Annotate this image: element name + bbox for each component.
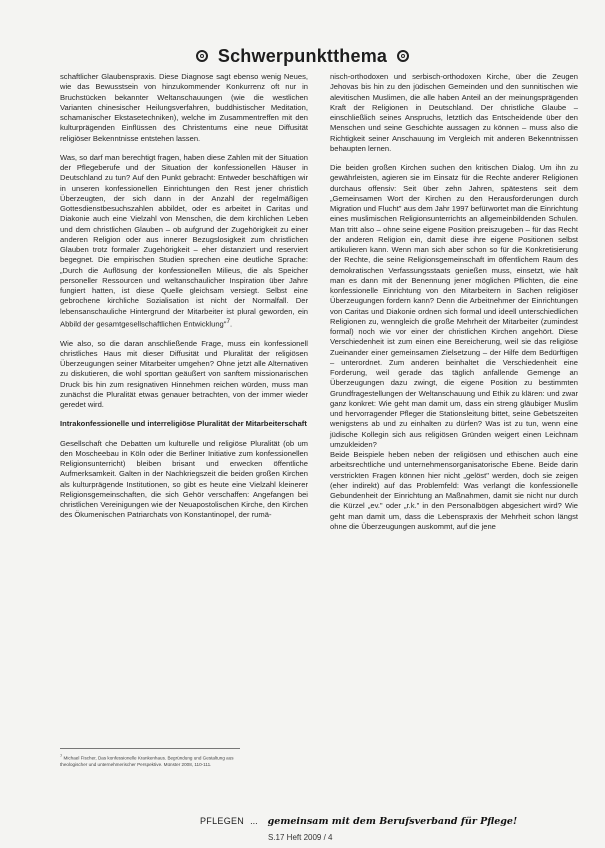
left-column xyxy=(60,72,308,521)
paragraph: Wie also, so die daran anschließende Frage, muss ein konfessionell christliches Haus mit dieser Diffusität und Pluralität der religiösen Überzeugungen seiner Mitarbeiter umgehen? Ohne jetzt alle Alternativen zu diskutieren, die wohl sporttan geäußert von sanftem missionarischen Druck bis hin zum resignativen Hinnehmen reichen würden, muss man zunächst die Pluralität etwas genauer betrachten, von der immer wieder geredet wird. xyxy=(60,338,308,410)
paragraph: Gesellschaft che Debatten um kulturelle und religiöse Pluralität (ob um den Moscheebau in Köln oder die Berliner Initiative zum konfessionellen Religionsunterricht) bleiben brisant und erwecken öffentliche Aufmerksamkeit. Galten in der Nachkriegszeit die beiden großen Kirchen als kulturprägende Institutionen, so gibt es heute eine Vielzahl kleinerer Religionsgemeinschaften, die sich Gehör verschaffen: Angefangen bei christlichen Vereinigungen wie der Neuapostolischen Kirche, den Kirchen des Ökumenischen Patriarchats von Konstantinopel, der rumä- xyxy=(60,438,308,520)
footer-ellipsis: ... xyxy=(250,816,258,826)
paragraph: Beide Beispiele heben neben der religiösen und ethischen auch eine arbeitsrechtliche und unternehmensorganisatorische Ebene. Beide darin verstrickten Fragen können hier nicht „gelöst" werden, doch sie zeigen (eher indirekt) auf das Problemfeld: Was verlangt die konfessionelle Gebundenheit der Einrichtung an Maßnahmen, damit sie nicht nur durch die Kürzel „ev." oder „r.k." in den Personalbögen abgesichert wird? Wie geht man damit um, dass die Lebenspraxis der Mehrheit schon längst ohne die Überzeugungen auskommt, auf die jene xyxy=(330,450,578,531)
paragraph-text: Was, so darf man berechtigt fragen, haben diese Zahlen mit der Situation der Pflegeberufe und der Situation der konfessionellen Häuser in Deutschland zu tun? Auf den Punkt gebracht: Entweder beschäftigen wir in unseren konfessionellen Einrichtungen den Rest jener christlich Überzeugten, der sich dann in der Anzahl der regelmäßigen Gottesdienstbesuchszahlen abbildet, oder es arbeitet in Caritas und Diakonie auch eine Vielzahl von Menschen, die dem kirchlichen Leben und dem christlichen Glauben – ob aufgrund der Zugehörigkeit zu einer anderen Religion oder aus innerer Bezugslosigkeit zum christlichen Glauben trotz formaler Zugehörigkeit – eher distanziert und reserviert begegnet. Die empirischen Studien sprechen eine deutliche Sprache: „Durch die Auflösung der konfessionellen Milieus, die als Speicher personeller Ressourcen und weltanschaulicher Inspiration über Jahre fungiert hatten, ist diese Quelle gleichsam versiegt. Selbst eine gebrochene kirchliche Sozialisation ist nicht der Normalfall. Der lebensanschauliche Hintergrund der Mitarbeiter ist plural geworden, ein Abbild der gesamtgesellschaftlichen Entwicklung" xyxy=(60,152,308,329)
right-column xyxy=(330,72,578,532)
target-icon xyxy=(397,50,409,62)
paragraph xyxy=(60,153,308,330)
section-heading: Intrakonfessionelle und interreligiöse Pluralität der Mitarbeiterschaft xyxy=(60,419,307,429)
footnote-text: Michael Fischer, Das konfessionelle Krankenhaus. Begründung und Gestaltung aus theologischer und unternehmerischer Perspektive. Münster 2008, 110-111. xyxy=(60,755,234,768)
paragraph: nisch-orthodoxen und serbisch-orthodoxen Kirche, über die Zeugen Jehovas bis hin zu den jüdischen Gemeinden und den sunnitischen wie alevitischen Muslimen, die alle haben Anteil an der meinungsprägenden Kraft der Religionen in Deutschland. Der christliche Glaube – einschließlich seines Anspruchs, letztlich das Entscheidende über den Menschen und seine Geschichte aussagen zu können – muss also die Richtigkeit seiner Anschauung im Vergleich mit anderen Bekenntnissen behaupten lernen. xyxy=(330,72,578,153)
footnote-number: 7 xyxy=(60,753,63,758)
section-title: Schwerpunktthema xyxy=(217,45,388,66)
footer-brand: PFLEGEN xyxy=(200,816,245,826)
footer-slogan: gemeinsam mit dem Berufsverband für Pflege! xyxy=(267,816,518,827)
paragraph-end: . xyxy=(230,319,233,329)
target-icon xyxy=(196,50,208,62)
page-number: S.17 Heft 2009 / 4 xyxy=(268,833,333,842)
section-header xyxy=(0,42,605,70)
paragraph: Die beiden großen Kirchen suchen den kritischen Dialog. Um ihn zu gewährleisten, agieren sie im Einsatz für die Rechte anderer Religionen durchaus offensiv: Seit über zehn Jahren, spätestens seit dem „Gemeinsamen Wort der Kirchen zu den Herausforderungen durch Migration und Flucht" aus dem Jahr 1997 befürwortet man die Einrichtung eines muslimischen Religionsunterrichts an allgemeinbildenden Schulen. Man tritt also – ohne seine eigene Position preiszugeben – für das Recht der anderen Religion ein, damit diese ihre eigene Positionen selbst artikulieren kann. Wenn man sich aber schon so für die Konkretisierung der Rechte, die seine Religionsgemeinschaft im öffentlichem Raum des demokratischen Verfassungsstaats genießen muss, einsetzt, wie hält man es dann mit der Benennung jener möglichen Pflichten, die eine konfessionelle Einrichtung von den Mitarbeitern in Sachen religiöser Überzeugungen fordern kann? Denn die Arbeitnehmer der Einrichtungen von Caritas und Diakonie ordnen sich formal und ideell unterschiedlichen Religionen zu, wenngleich die große Mehrheit der Mitarbeiter (zumindest formal) noch wie vor einer der christlichen Kirchen angehört. Diese Verschiedenheit ist zum einen eine Bereicherung, weil sie das religiöse Zueinander einer gemeinsamen Zielsetzung – der Hilfe dem Bedürftigen – unterordnet. Zum anderen beinhaltet die Verschiedenheit eine Forderung, weil gerade das täglich anfallende Gemenge an Überzeugungen dazu zwingt, die eigene Position zu bestimmten Grundfragestellungen der Weltanschauung und Ethik zu klären: und zwar ganz konkret: Wie geht man damit um, dass ein streng gläubiger Muslim und hervorragender Pfleger die Stationsleitung bittet, seine Gebetszeiten wenigstens ab und zu einhalten zu dürfen? Was ist zu tun, wenn eine jüdische Kollegin sich aus religiösen Gründen weigert einen Leichnam umzukleiden? xyxy=(330,163,578,449)
footnote-ref: 7 xyxy=(226,317,231,325)
page-footer xyxy=(200,816,580,830)
paragraph: schaftlicher Glaubenspraxis. Diese Diagnose sagt ebenso wenig Neues, wie das Bewusstsein von hinzukommender Konkurrenz oft nur in Bruchstücken bekannter Weltanschauungen (wie die westlichen Varianten chinesischer Heilungsverfahren, buddhistischer Meditation, schamanischer Ekstasetechniken), welche im Zusammentreffen mit den kulturprägenden Einflüssen des Christentums eine neue Diffusität religiöser Bekenntnisse entstehen lassen. xyxy=(60,72,308,143)
footnote xyxy=(60,748,240,769)
